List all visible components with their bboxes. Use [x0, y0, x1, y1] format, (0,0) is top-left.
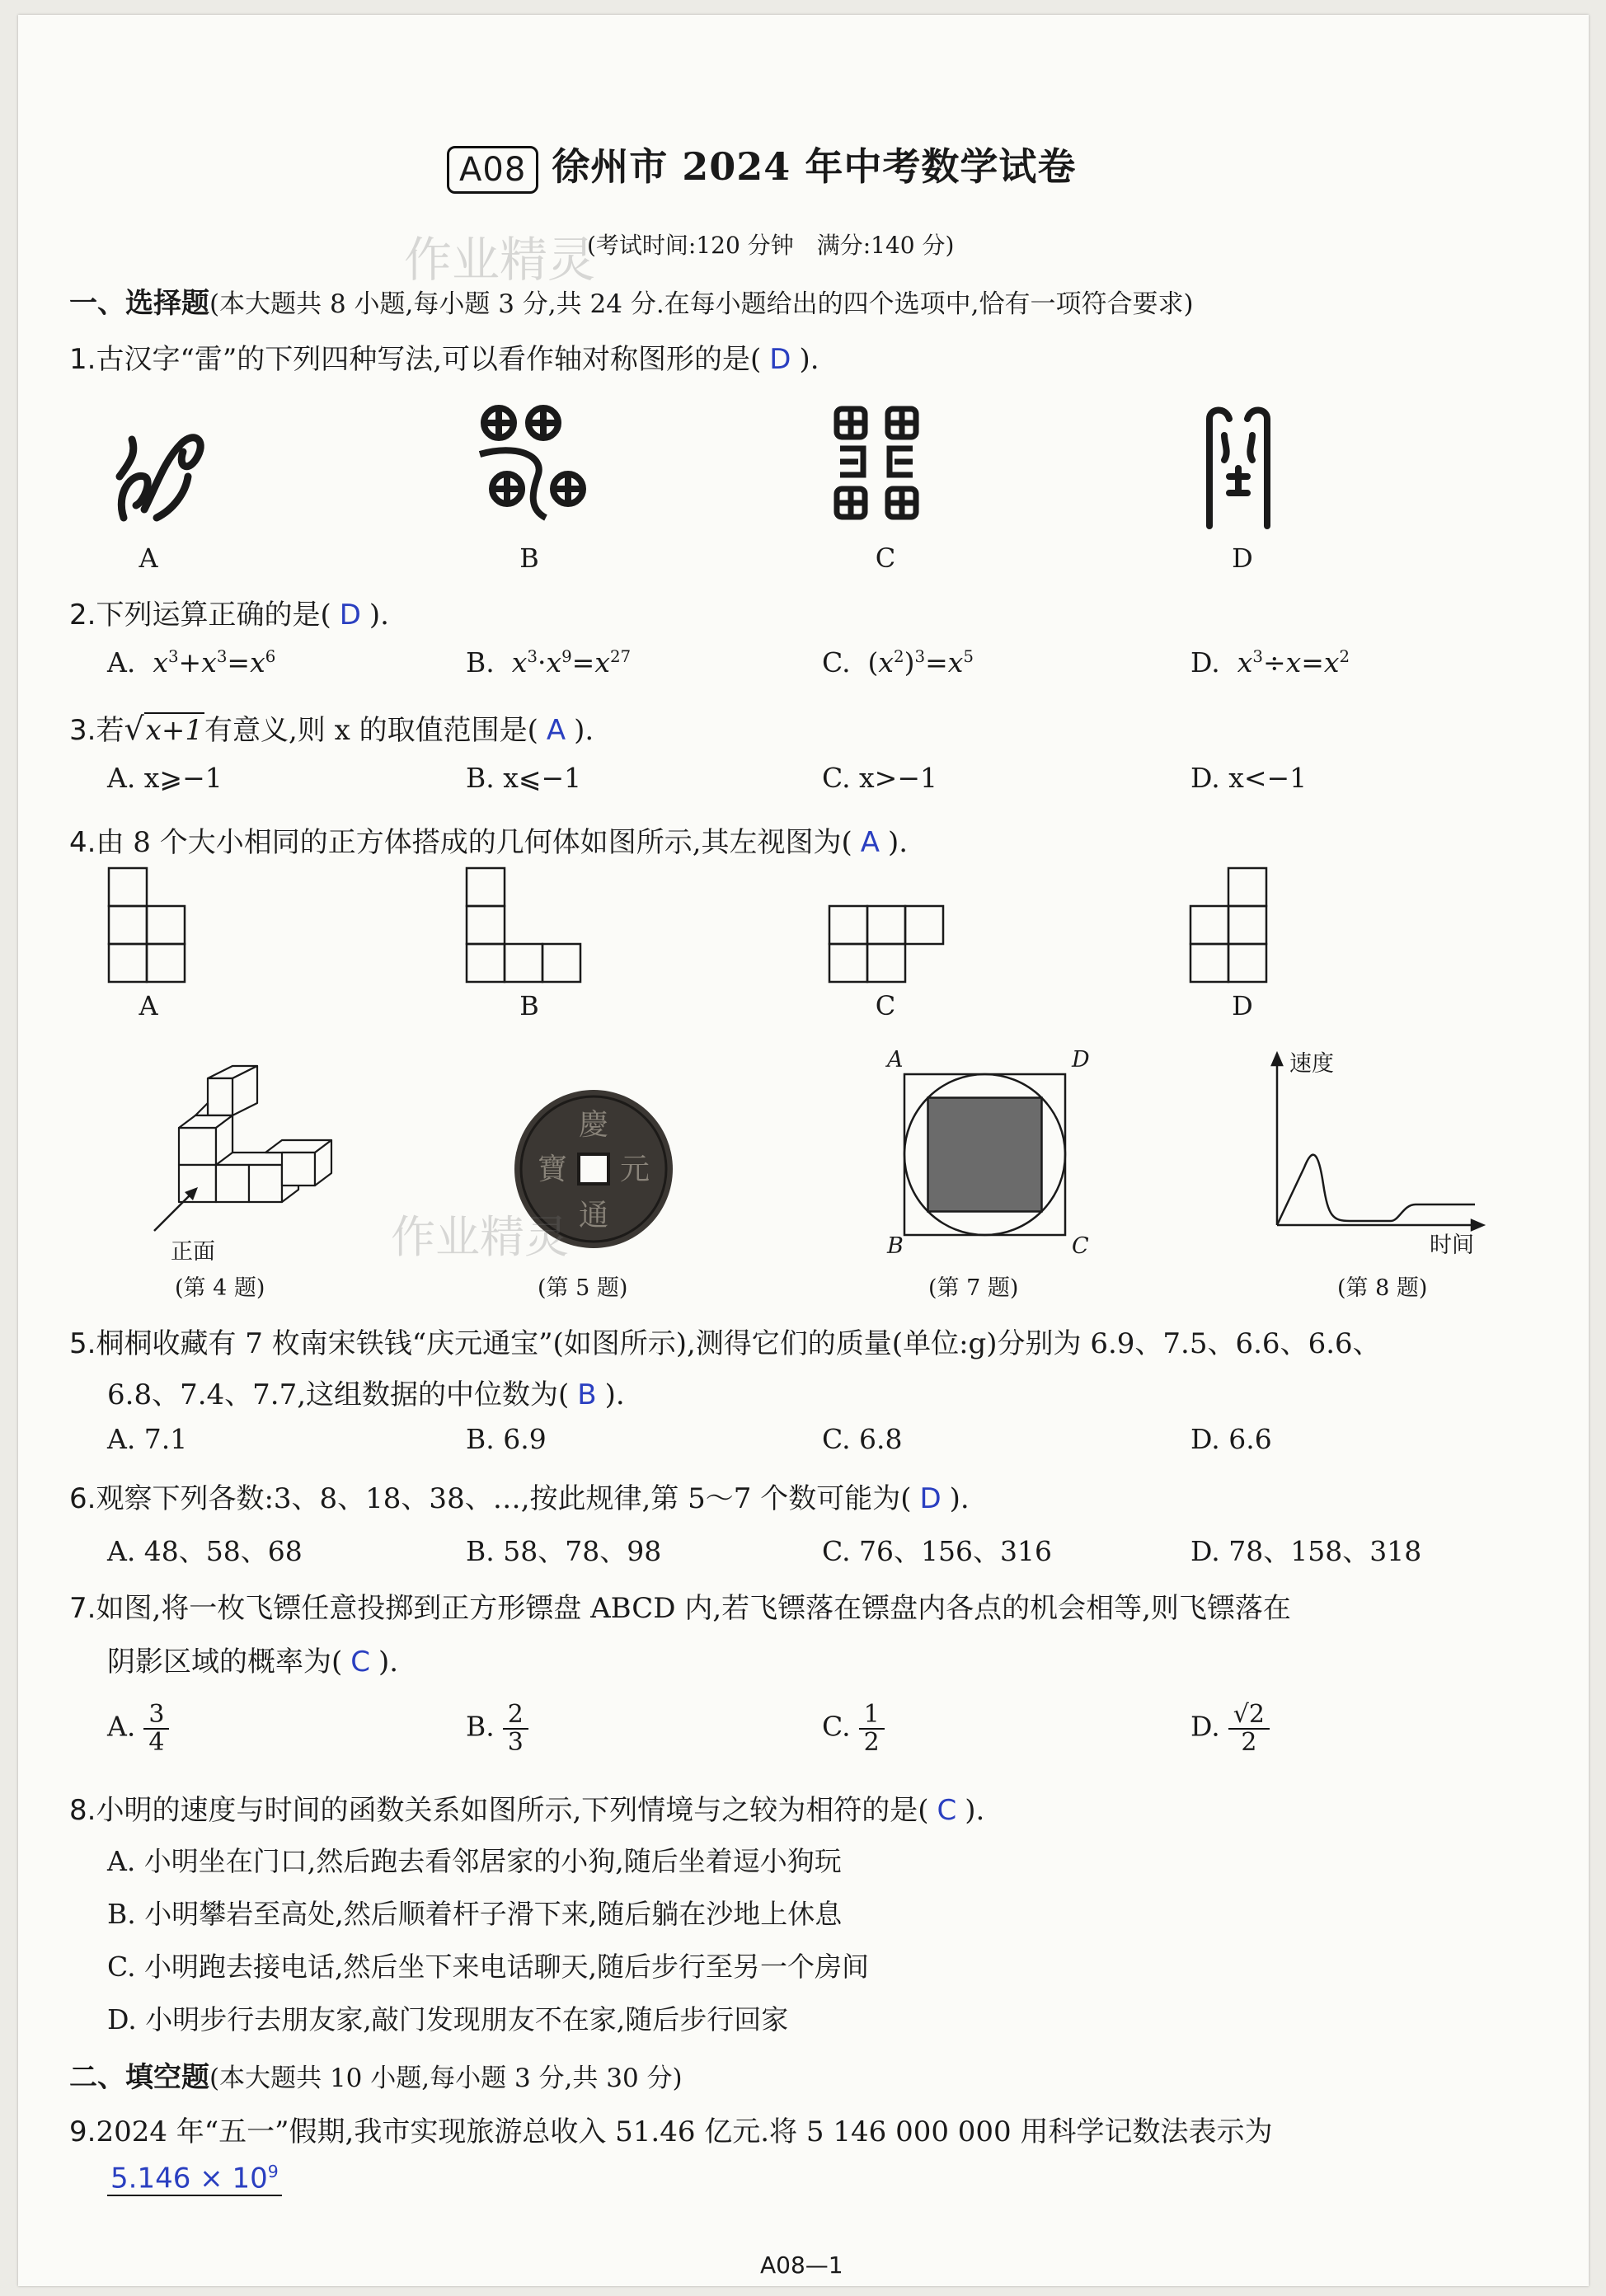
coin-char-bottom: 通 — [578, 1199, 609, 1233]
answer-8: C — [937, 1794, 957, 1827]
q4-view-a — [107, 866, 190, 982]
answer-3: A — [546, 714, 566, 747]
fig7-corner-b: B — [887, 1233, 904, 1259]
answer-5: B — [577, 1378, 597, 1411]
fig8-y-axis-label: 速度 — [1289, 1051, 1334, 1077]
q3-option-b: B. x⩽−1 — [466, 762, 582, 794]
question-5: 5.桐桐收藏有 7 枚南宋铁钱“庆元通宝”(如图所示),测得它们的质量(单位:g)分别为 6.9、7.5、6.6、6.6、 — [69, 1327, 1381, 1360]
fig7-corner-a: A — [887, 1047, 904, 1073]
q7-option-d: D. $\frac{√2}{2}$ — [1190, 1702, 1270, 1755]
exam-subtitle: (考试时间:120 分钟 满分:140 分) — [587, 232, 955, 259]
q4-label-c: C — [875, 990, 896, 1021]
q6-option-b: B. 58、78、98 — [466, 1535, 662, 1567]
fig8-caption: (第 8 题) — [1337, 1275, 1428, 1301]
watermark-2: 作业精灵 — [391, 1211, 569, 1263]
section-1-heading: 一、选择题(本大题共 8 小题,每小题 3 分,共 24 分.在每小题给出的四个选项中,恰有一项符合要求) — [69, 287, 1194, 320]
q5-option-d: D. 6.6 — [1190, 1423, 1272, 1455]
fig5-caption: (第 5 题) — [538, 1275, 628, 1301]
q6-option-d: D. 78、158、318 — [1190, 1535, 1422, 1567]
glyph-b-image — [467, 398, 608, 530]
glyph-d-image — [1193, 398, 1284, 530]
q8-option-b: B. 小明攀岩至高处,然后顺着杆子滑下来,随后躺在沙地上休息 — [107, 1898, 843, 1930]
answer-4: A — [860, 826, 880, 859]
q3-option-a: A. x⩾−1 — [107, 762, 223, 794]
q2-option-d: D. $x^3\div x=x^2$ — [1190, 646, 1350, 678]
coin-char-right: 元 — [619, 1153, 650, 1186]
answer-1: D — [769, 343, 791, 376]
coin-char-left: 寶 — [537, 1153, 568, 1186]
q2-option-b: B. $x^3\cdot x^9=x^{27}$ — [466, 646, 632, 678]
q2-option-a: A. $x^3+x^3=x^6$ — [107, 646, 276, 678]
question-7-line-2: 阴影区域的概率为( C ). — [107, 1646, 399, 1679]
fig4-caption: (第 4 题) — [175, 1275, 265, 1301]
page-number: A08—1 — [760, 2251, 843, 2279]
fig7-corner-d: D — [1072, 1047, 1090, 1073]
q1-label-a: A — [139, 542, 158, 574]
q1-label-d: D — [1232, 542, 1253, 574]
q5-option-a: A. 7.1 — [107, 1423, 188, 1455]
q8-option-a: A. 小明坐在门口,然后跑去看邻居家的小狗,随后坐着逗小狗玩 — [107, 1845, 842, 1877]
q7-option-b: B. $\frac{2}{3}$ — [466, 1702, 528, 1755]
question-1: 1.古汉字“雷”的下列四种写法,可以看作轴对称图形的是( D ). — [69, 343, 819, 376]
q1-label-c: C — [875, 542, 896, 574]
q8-option-d: D. 小明步行去朋友家,敲门发现朋友不在家,随后步行回家 — [107, 2003, 789, 2035]
question-9: 9.2024 年“五一”假期,我市实现旅游总收入 51.46 亿元.将 5 146 000 000 用科学记数法表示为 — [69, 2115, 1273, 2148]
q7-option-c: C. $\frac{1}{2}$ — [822, 1702, 885, 1755]
q4-view-b — [465, 866, 585, 982]
q8-option-c: C. 小明跑去接电话,然后坐下来电话聊天,随后步行至另一个房间 — [107, 1951, 870, 1983]
answer-7: C — [350, 1646, 371, 1679]
section-2-heading: 二、填空题(本大题共 10 小题,每小题 3 分,共 30 分) — [69, 2061, 683, 2094]
question-8: 8.小明的速度与时间的函数关系如图所示,下列情境与之较为相符的是( C ). — [69, 1794, 985, 1827]
glyph-c-image — [830, 402, 929, 526]
q6-option-c: C. 76、156、316 — [822, 1535, 1053, 1567]
fig8-x-axis-label: 时间 — [1430, 1233, 1474, 1258]
q1-label-b: B — [519, 542, 539, 574]
fig4-cube-solid — [142, 1058, 364, 1243]
glyph-a-image — [107, 394, 214, 538]
title-text: 徐州市 2024 年中考数学试卷 — [552, 144, 1077, 189]
q6-option-a: A. 48、58、68 — [107, 1535, 303, 1567]
answer-9: $5.146 \times 10^9$ — [107, 2162, 282, 2196]
fig7-caption: (第 7 题) — [928, 1275, 1019, 1301]
q4-label-b: B — [519, 990, 539, 1021]
question-7: 7.如图,将一枚飞镖任意投掷到正方形镖盘 ABCD 内,若飞镖落在镖盘内各点的机会相等,则飞镖落在 — [69, 1592, 1291, 1625]
q3-option-c: C. x>−1 — [822, 762, 937, 794]
q3-option-d: D. x<−1 — [1190, 762, 1308, 794]
q7-option-a: A. $\frac{3}{4}$ — [107, 1702, 169, 1755]
paper-code: A08 — [447, 146, 538, 194]
fig8-speed-time-graph — [1259, 1052, 1506, 1237]
q2-option-c: C. $(x^2)^3=x^5$ — [822, 646, 974, 678]
fig7-corner-c: C — [1072, 1233, 1089, 1259]
answer-6: D — [919, 1482, 942, 1515]
q4-label-a: A — [139, 990, 158, 1021]
q5-option-b: B. 6.9 — [466, 1423, 547, 1455]
question-6: 6.观察下列各数:3、8、18、38、…,按此规律,第 5～7 个数可能为( D ). — [69, 1482, 970, 1515]
fig7-dartboard — [896, 1066, 1078, 1247]
fig4-front-label: 正面 — [171, 1239, 215, 1265]
question-4: 4.由 8 个大小相同的正方体搭成的几何体如图所示,其左视图为( A ). — [69, 826, 909, 859]
q4-view-c — [828, 904, 947, 982]
watermark: 作业精灵 — [404, 232, 596, 288]
exam-page — [18, 15, 1589, 2286]
exam-title — [447, 137, 1076, 194]
answer-2: D — [339, 599, 361, 632]
question-3: 3.若√x+1有意义,则 x 的取值范围是( A ). — [69, 711, 594, 747]
question-2: 2.下列运算正确的是( D ). — [69, 599, 389, 632]
q4-label-d: D — [1232, 990, 1253, 1021]
q5-option-c: C. 6.8 — [822, 1423, 903, 1455]
q4-view-d — [1189, 866, 1271, 982]
question-5-line-2: 6.8、7.4、7.7,这组数据的中位数为( B ). — [107, 1378, 625, 1411]
coin-char-top: 慶 — [578, 1108, 609, 1142]
